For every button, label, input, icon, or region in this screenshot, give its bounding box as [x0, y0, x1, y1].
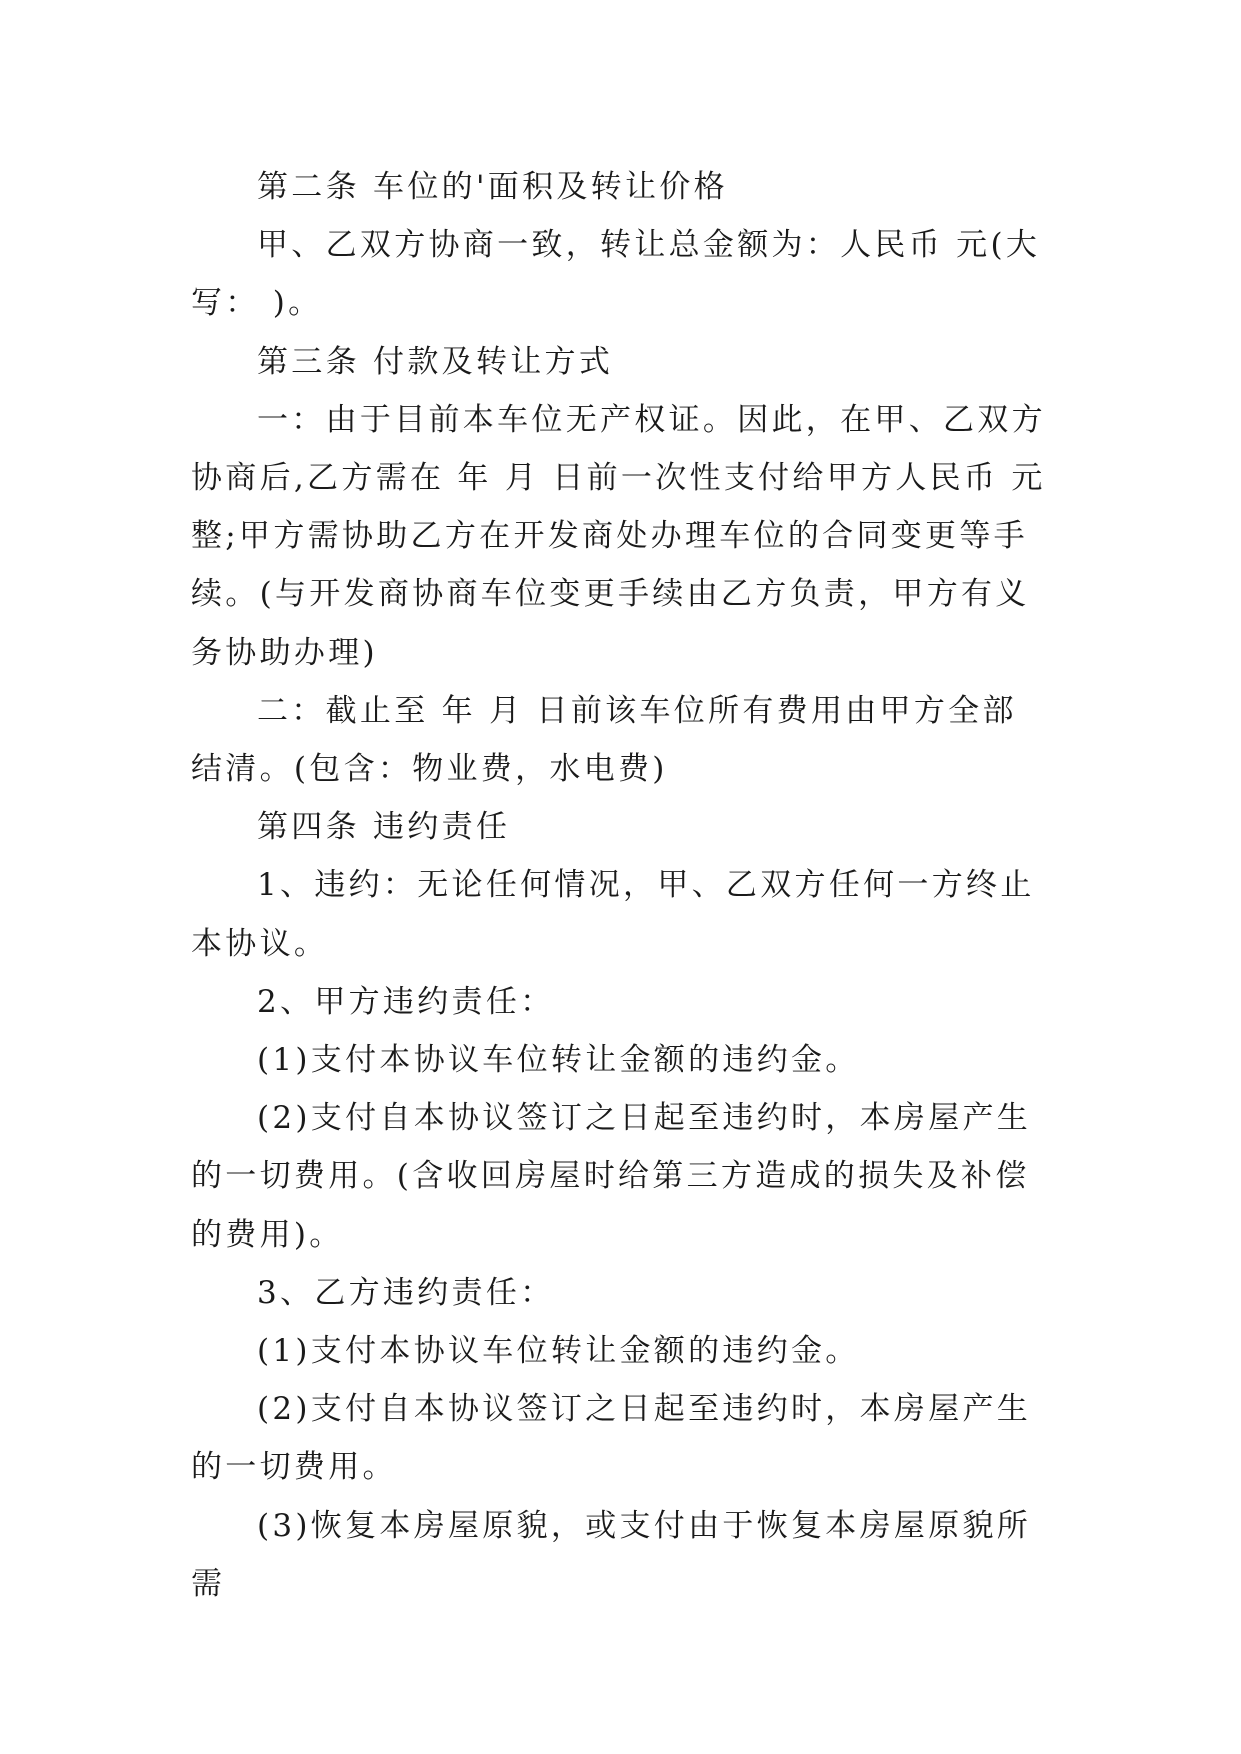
article-3-heading: 第三条 付款及转让方式	[257, 343, 614, 380]
party-a-breach-heading: 2、甲方违约责任：	[257, 983, 555, 1020]
party-a-breach-item-2: (2)支付自本协议签订之日起至违约时，本房屋产生的一切费用。(含收回房屋时给第三方造成的损失及补偿的费用)。	[191, 1100, 1032, 1253]
transfer-amount-paragraph: 甲、乙双方协商一致，转让总金额为：人民币 元(大写： )。	[191, 227, 1041, 322]
party-a-breach-item-1: (1)支付本协议车位转让金额的违约金。	[257, 1042, 860, 1079]
payment-clause-2: 二：截止至 年 月 日前该车位所有费用由甲方全部结清。(包含：物业费，水电费)	[191, 692, 1017, 788]
party-b-breach-heading: 3、乙方违约责任：	[257, 1274, 555, 1311]
article-2-heading: 第二条 车位的'面积及转让价格	[257, 169, 728, 205]
party-b-breach-item-1: (1)支付本协议车位转让金额的违约金。	[257, 1333, 860, 1370]
document-body	[191, 158, 1051, 1613]
payment-clause-1: 一：由于目前本车位无产权证。因此，在甲、乙双方协商后,乙方需在 年 月 日前一次性支付给甲方人民币 元整;甲方需协助乙方在开发商处办理车位的合同变更等手续。(与开发商协商车位变更手续由乙方负责，甲方有义务协助办理)	[191, 401, 1046, 671]
party-b-breach-item-3: (3)恢复本房屋原貌，或支付由于恢复本房屋原貌所需	[191, 1507, 1032, 1602]
party-b-breach-item-2: (2)支付自本协议签订之日起至违约时，本房屋产生的一切费用。	[191, 1391, 1032, 1486]
article-4-heading: 第四条 违约责任	[257, 809, 511, 846]
breach-clause-1: 1、违约：无论任何情况，甲、乙双方任何一方终止本协议。	[191, 867, 1035, 962]
